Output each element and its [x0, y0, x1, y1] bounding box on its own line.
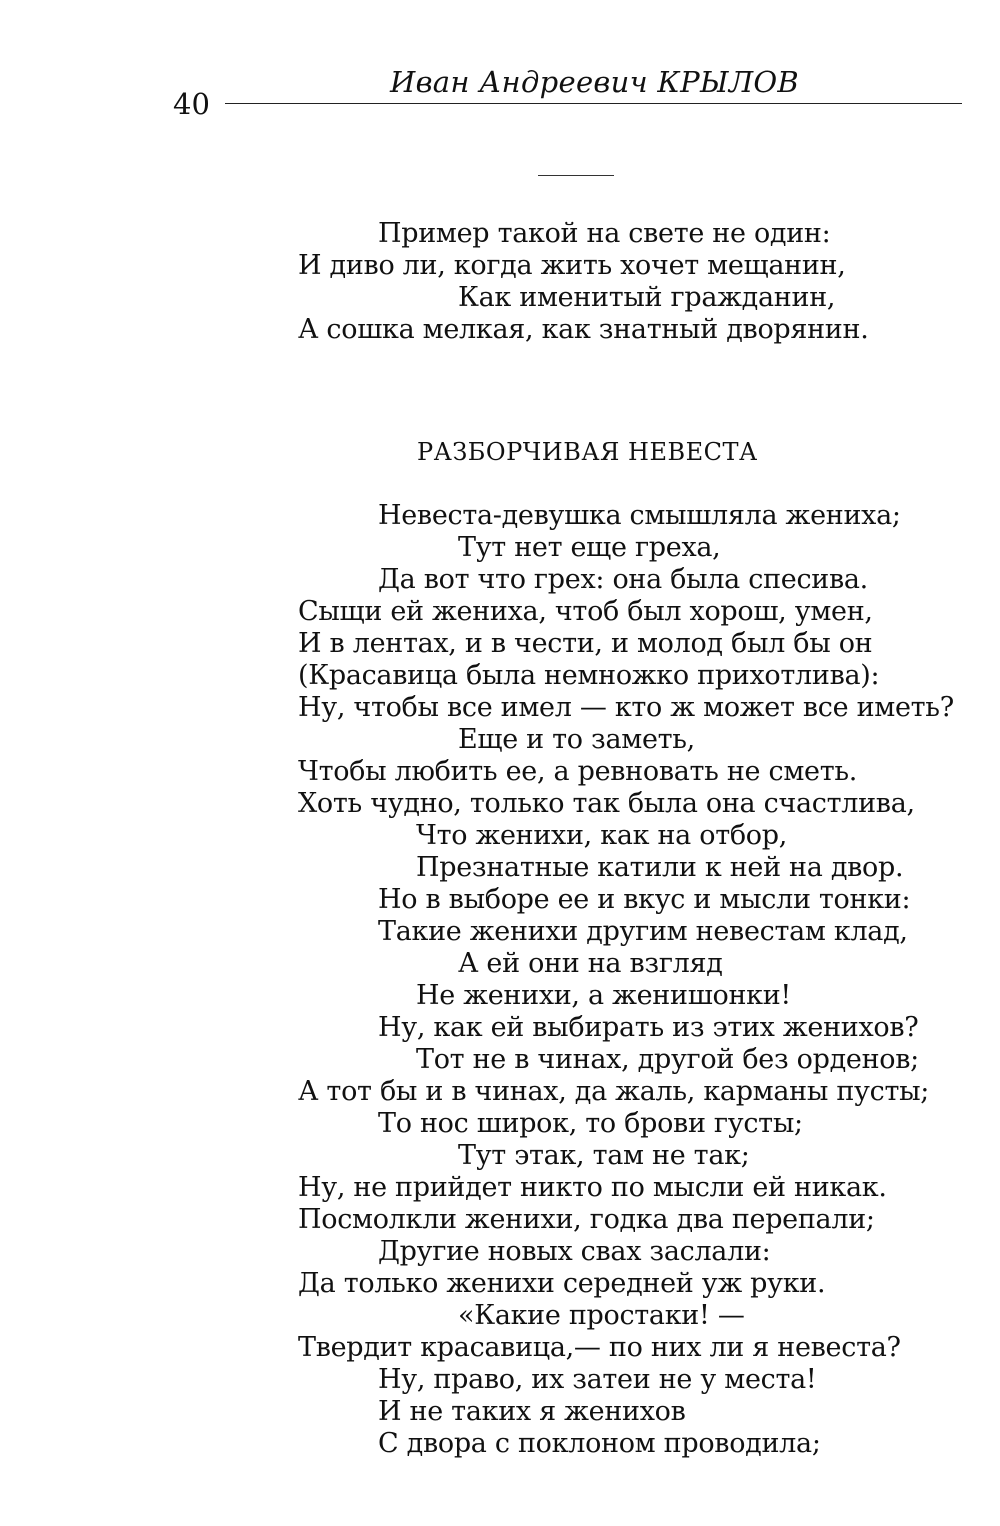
- verse-line: Невеста-девушка смышляла жениха;: [378, 500, 901, 531]
- poem-body: [298, 500, 978, 1460]
- verse-line: Ну, чтобы все имел — кто ж может все иметь?: [298, 692, 954, 723]
- verse-line: Сыщи ей жениха, чтоб был хорош, умен,: [298, 596, 873, 627]
- verse-line: Как именитый гражданин,: [458, 282, 836, 313]
- verse-line: Не женихи, а женишонки!: [416, 980, 791, 1011]
- previous-poem-ending: [298, 218, 978, 346]
- verse-line: И не таких я женихов: [378, 1396, 686, 1427]
- verse-line: Другие новых свах заслали:: [378, 1236, 771, 1267]
- verse-line: Тут нет еще греха,: [458, 532, 721, 563]
- header-rule: [225, 103, 962, 104]
- verse-line: Да только женихи середней уж руки.: [298, 1268, 826, 1299]
- verse-line: Но в выборе ее и вкус и мысли тонки:: [378, 884, 911, 915]
- verse-line: Твердит красавица,— по них ли я невеста?: [298, 1332, 901, 1363]
- verse-line: Ну, как ей выбирать из этих женихов?: [378, 1012, 919, 1043]
- verse-line: А тот бы и в чинах, да жаль, карманы пусты;: [298, 1076, 930, 1107]
- separator-rule: [538, 175, 614, 176]
- verse-line: С двора с поклоном проводила;: [378, 1428, 821, 1459]
- verse-line: (Красавица была немножко прихотлива):: [298, 660, 880, 691]
- verse-line: Хоть чудно, только так была она счастлива,: [298, 788, 915, 819]
- verse-line: Пример такой на свете не один:: [378, 218, 831, 249]
- verse-line: Такие женихи другим невестам клад,: [378, 916, 908, 947]
- verse-line: «Какие простаки! —: [458, 1300, 745, 1331]
- verse-line: Ну, не прийдет никто по мысли ей никак.: [298, 1172, 887, 1203]
- verse-line: Тот не в чинах, другой без орденов;: [416, 1044, 919, 1075]
- poem-title: РАЗБОРЧИВАЯ НЕВЕСТА: [417, 438, 758, 466]
- running-head: Иван Андреевич КРЫЛОВ: [390, 65, 800, 99]
- verse-line: Что женихи, как на отбор,: [416, 820, 788, 851]
- verse-line: Еще и то заметь,: [458, 724, 695, 755]
- page-number: 40: [173, 87, 210, 121]
- verse-line: А сошка мелкая, как знатный дворянин.: [298, 314, 869, 345]
- verse-line: Ну, право, их затеи не у места!: [378, 1364, 817, 1395]
- verse-line: И диво ли, когда жить хочет мещанин,: [298, 250, 846, 281]
- verse-line: Тут этак, там не так;: [458, 1140, 750, 1171]
- verse-line: Презнатные катили к ней на двор.: [416, 852, 904, 883]
- verse-line: То нос широк, то брови густы;: [378, 1108, 803, 1139]
- verse-line: Да вот что грех: она была спесива.: [378, 564, 868, 595]
- verse-line: Чтобы любить ее, а ревновать не сметь.: [298, 756, 858, 787]
- verse-line: И в лентах, и в чести, и молод был бы он: [298, 628, 873, 659]
- verse-line: А ей они на взгляд: [458, 948, 723, 979]
- verse-line: Посмолкли женихи, годка два перепали;: [298, 1204, 875, 1235]
